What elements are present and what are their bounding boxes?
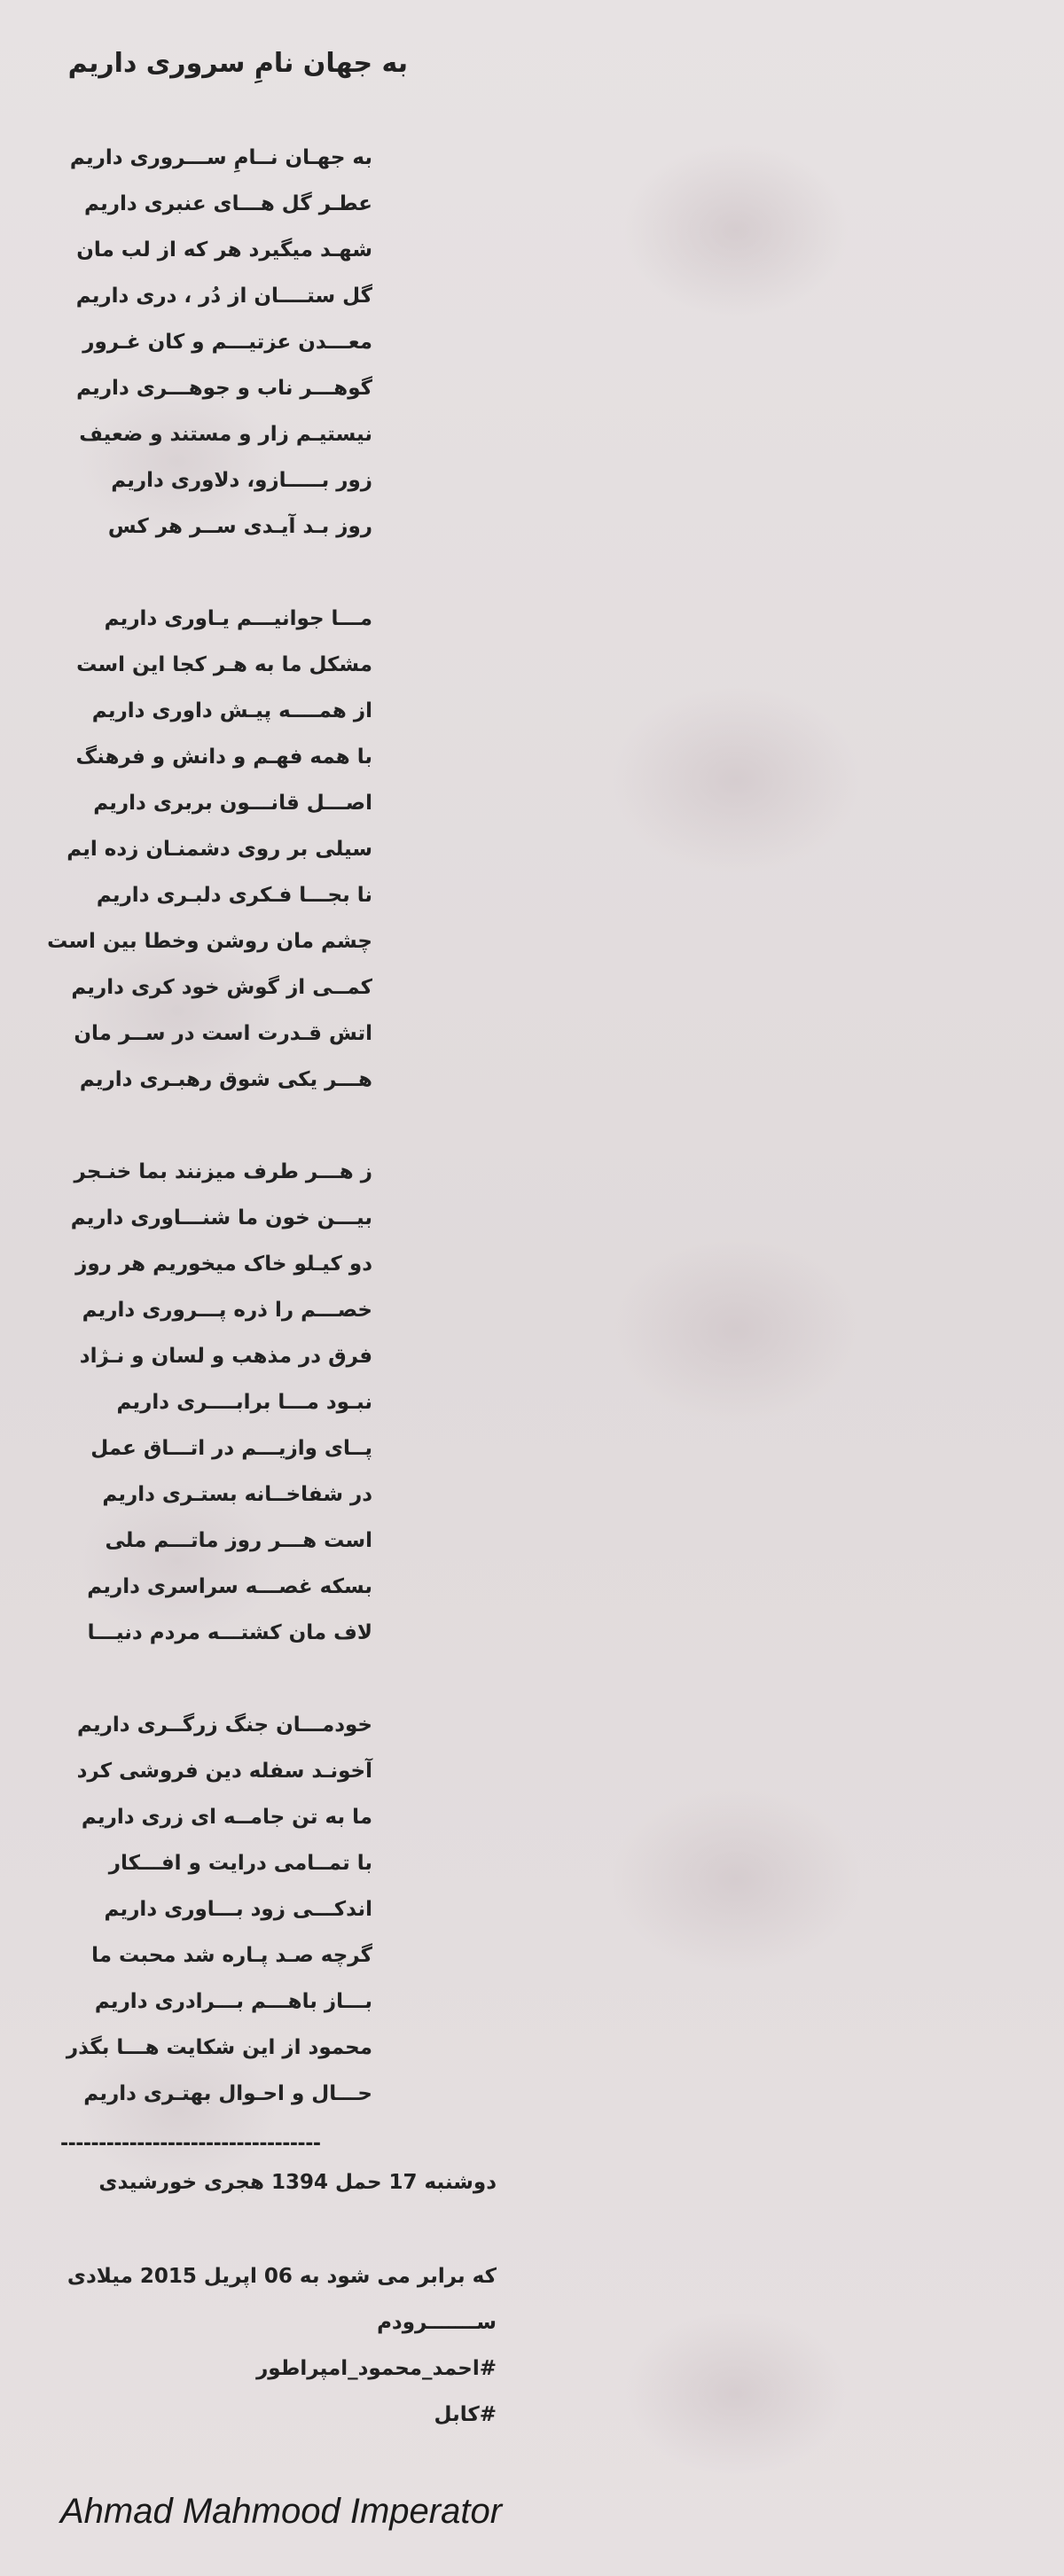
poem-line: عطـر گل هـــای عنبری داریم: [84, 192, 372, 215]
poem-line: ما به تن جامــه ای زری داریم: [81, 1806, 372, 1829]
poem-line: بیـــن خون ما شنـــاوری داریم: [70, 1206, 372, 1229]
poem-line: با تمــامی درایت و افـــکار: [108, 1852, 372, 1875]
poem-line: معـــدن عزتیـــم و کان غـرور: [82, 331, 372, 354]
poem-line: پــای وازیـــم در اتـــاق عمل: [90, 1437, 372, 1460]
hashtag-author: #احمد_محمود_امپراطور: [256, 2357, 497, 2380]
author-signature: Ahmad Mahmood Imperator: [60, 2492, 503, 2531]
poem-line: اندکـــی زود بـــاوری داریم: [104, 1898, 372, 1921]
stanza-3: [35, 1149, 372, 1656]
poem-line: مـــا جوانیـــم یـاوری داریم: [104, 607, 372, 630]
poem-line: نا بجـــا فـکری دلبـری داریم: [96, 884, 372, 907]
poem-line: بسکه غصـــه سراسری داریم: [87, 1575, 372, 1598]
hashtag-city: #کابل: [434, 2403, 497, 2426]
poem-line: با همه فهـم و دانش و فرهنگ: [75, 745, 372, 769]
poem-line: اصـــل قانـــون بربری داریم: [93, 792, 372, 815]
poem-line: حـــال و احـوال بهتـری داریم: [83, 2082, 372, 2105]
poem-line: است هـــر روز ماتـــم ملی: [105, 1529, 372, 1552]
poem-line: سیلی بر روی دشمنـان زده ایم: [66, 838, 372, 861]
stanza-gap: [35, 1103, 372, 1149]
poem-line: چشم مان روشن وخطا بین است: [47, 930, 372, 953]
poem-line: محمود از این شکایت هـــا بگذر: [66, 2036, 372, 2059]
poem-title: به جهان نامِ سروری داریم: [67, 48, 408, 79]
separator-line: ----------------------------------: [60, 2133, 321, 2155]
poem-line: مشکل ما به هـر کجا این است: [76, 653, 372, 676]
poem-line: از همــــه پیـش داوری داریم: [91, 699, 372, 722]
stanza-1: [35, 135, 372, 550]
poem-line: به جهـان نــامِ ســـروری داریم: [69, 146, 372, 169]
poem-line: دو کیـلو خاک میخوریم هر روز: [75, 1253, 372, 1276]
poem-line: آخونـد سفله دین فروشی کرد: [76, 1760, 372, 1783]
poem-line: هـــر یکی شوق رهبـری داریم: [79, 1068, 372, 1091]
poem-line: بـــاز باهـــم بـــرادری داریم: [94, 1990, 372, 2013]
stanza-2: [35, 596, 372, 1103]
poem-line: در شفاخــانه بستـری داریم: [102, 1483, 372, 1506]
stanza-4: [35, 1702, 372, 2117]
poem-line: ز هـــر طرف میزنند بما خنـجر: [74, 1160, 372, 1183]
poem-line: اتش قـدرت است در ســر مان: [74, 1022, 372, 1045]
poem-line: نبـود مـــا برابــــری داریم: [116, 1391, 372, 1414]
poem-line: گل ستــــان از دُر ، دری داریم: [75, 285, 372, 308]
poem-line: زور بـــــازو، دلاوری داریم: [111, 469, 372, 492]
stanza-gap: [35, 1656, 372, 1702]
date-line: دوشنبه 17 حمل 1394 هجری خورشیدی: [98, 2171, 497, 2194]
poem-line: فرق در مذهب و لسان و نـژاد: [79, 1345, 372, 1368]
poem-line: روز بـد آیـدی ســر هر کس: [107, 515, 372, 538]
stanza-gap: [35, 550, 372, 596]
poem-line: خودمـــان جنگ زرگــری داریم: [77, 1713, 372, 1737]
poem-line: شهـد میگیرد هر که از لب مان: [76, 238, 372, 262]
poem-line: گوهـــر ناب و جوهـــری داریم: [76, 377, 372, 400]
poem-line: نیستیـم زار و مستند و ضعیف: [79, 423, 372, 446]
poem-line: خصـــم را ذره پـــروری داریم: [82, 1299, 372, 1322]
poem-line: گرچه صـد پـاره شد محبت ما: [91, 1944, 372, 1967]
composed-label: ســـــــرودم: [377, 2311, 497, 2334]
poem-body: [35, 135, 372, 2117]
poem-line: کمــی از گوش خود کری داریم: [71, 976, 372, 999]
poem-line: لاف مان کشتـــه مردم دنیـــا: [87, 1621, 372, 1644]
equivalent-date-line: که برابر می شود به 06 اپریل 2015 میلادی: [66, 2265, 497, 2288]
